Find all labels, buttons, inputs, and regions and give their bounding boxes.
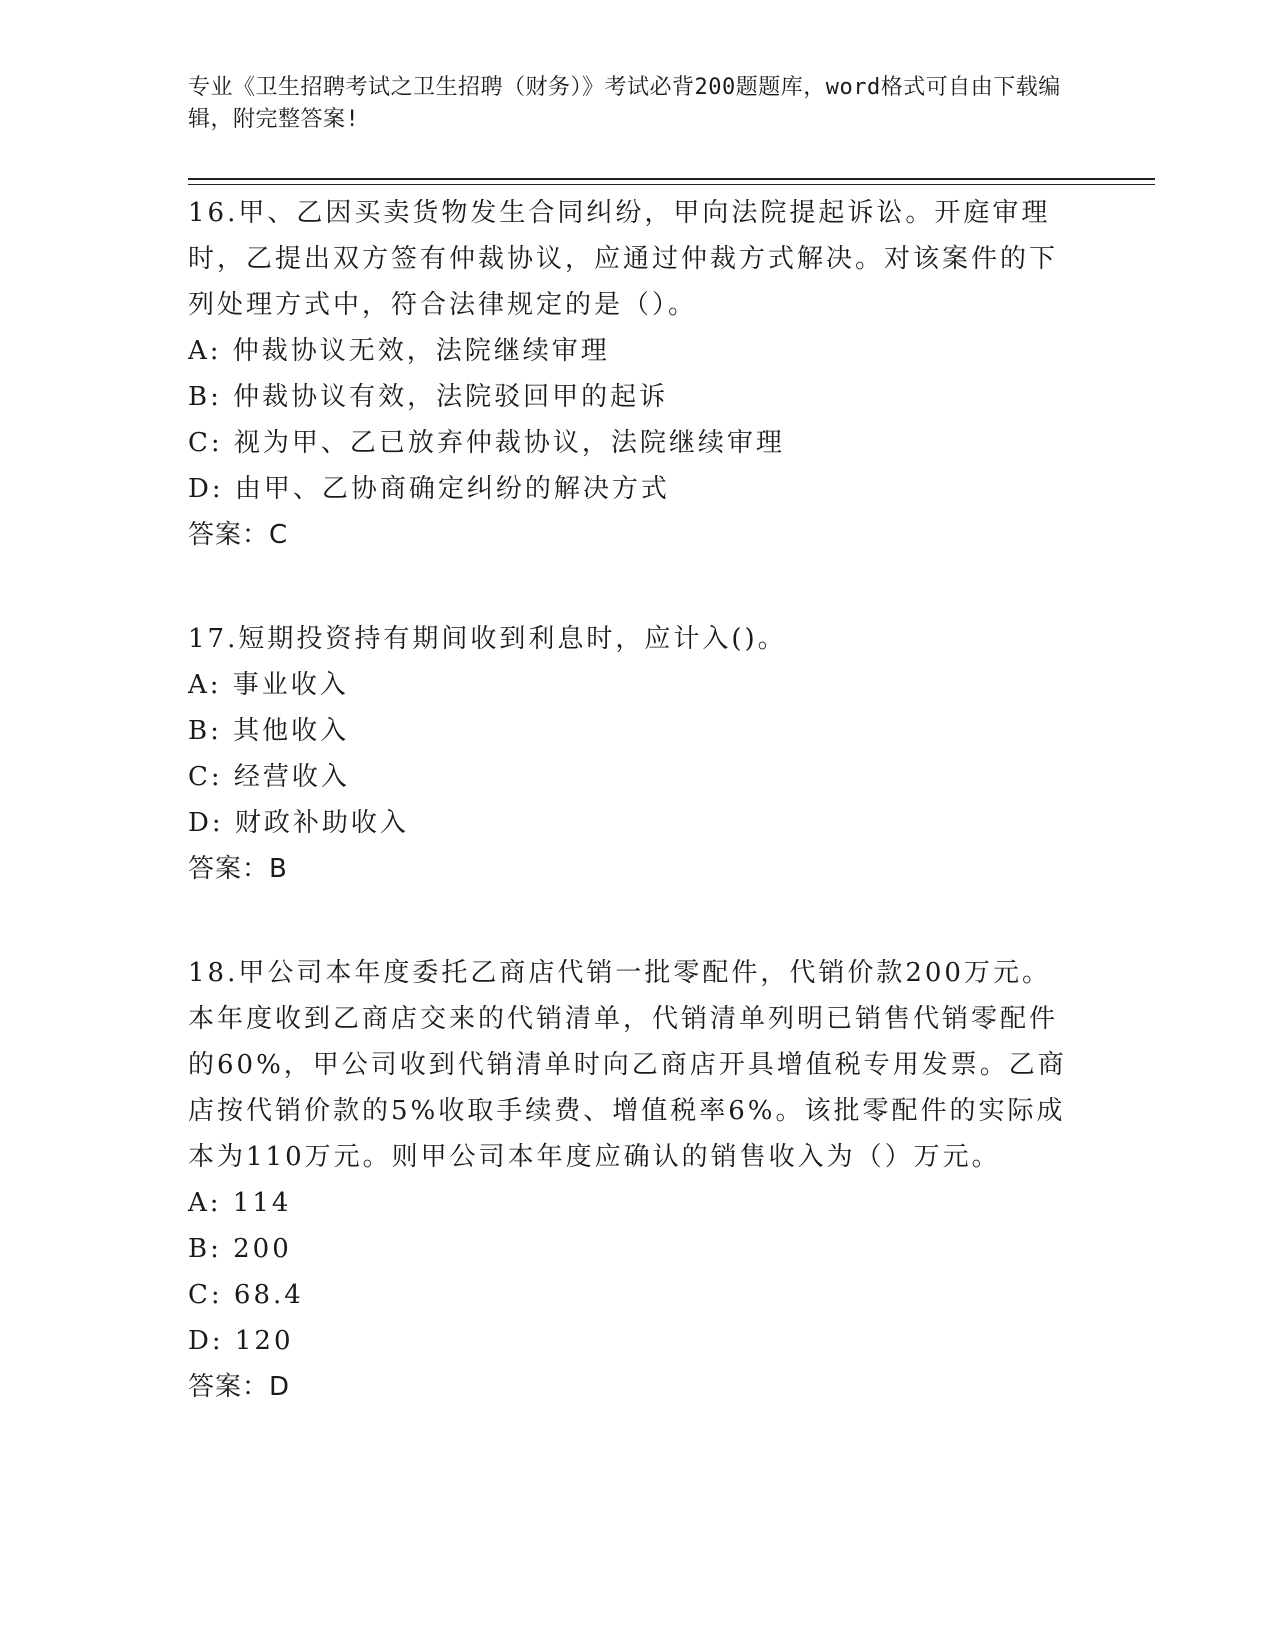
option-a: A: 事业收入 xyxy=(188,670,349,700)
question-18 xyxy=(188,950,1088,1410)
option-c: C: 经营收入 xyxy=(188,762,350,792)
header-divider-thin xyxy=(188,184,1155,185)
option-d: D: 120 xyxy=(188,1326,294,1356)
option-d: D: 由甲、乙协商确定纠纷的解决方式 xyxy=(188,474,670,504)
option-d: D: 财政补助收入 xyxy=(188,808,409,838)
option-b: B: 其他收入 xyxy=(188,716,350,746)
header-divider-thick xyxy=(188,178,1155,180)
option-c: C: 68.4 xyxy=(188,1280,304,1310)
answer-label: 答案：C xyxy=(188,520,289,550)
option-b: B: 200 xyxy=(188,1234,292,1264)
option-a: A: 114 xyxy=(188,1188,292,1218)
option-c: C: 视为甲、乙已放弃仲裁协议，法院继续审理 xyxy=(188,428,785,458)
question-stem: 17.短期投资持有期间收到利息时，应计入()。 xyxy=(188,624,787,654)
answer-label: 答案：B xyxy=(188,854,288,884)
option-b: B: 仲裁协议有效，法院驳回甲的起诉 xyxy=(188,382,669,412)
question-17 xyxy=(188,616,1088,892)
question-16 xyxy=(188,190,1088,558)
answer-label: 答案：D xyxy=(188,1372,291,1402)
question-stem: 18.甲公司本年度委托乙商店代销一批零配件，代销价款200万元。本年度收到乙商店交来的代销清单，代销清单列明已销售代销零配件的60%，甲公司收到代销清单时向乙商店开具增值税专用发票。乙商店按代销价款的5%收取手续费、增值税率6%。该批零配件的实际成本为110万元。则甲公司本年度应确认的销售收入为（）万元。 xyxy=(188,958,1067,1172)
question-gap xyxy=(188,558,1088,616)
question-list xyxy=(188,190,1088,1410)
question-gap xyxy=(188,892,1088,950)
question-stem: 16.甲、乙因买卖货物发生合同纠纷，甲向法院提起诉讼。开庭审理时，乙提出双方签有仲裁协议，应通过仲裁方式解决。对该案件的下列处理方式中，符合法律规定的是（）。 xyxy=(188,198,1059,320)
option-a: A: 仲裁协议无效，法院继续审理 xyxy=(188,336,610,366)
document-header: 专业《卫生招聘考试之卫生招聘（财务）》考试必背200题题库，word格式可自由下载编辑，附完整答案! xyxy=(188,75,1061,132)
